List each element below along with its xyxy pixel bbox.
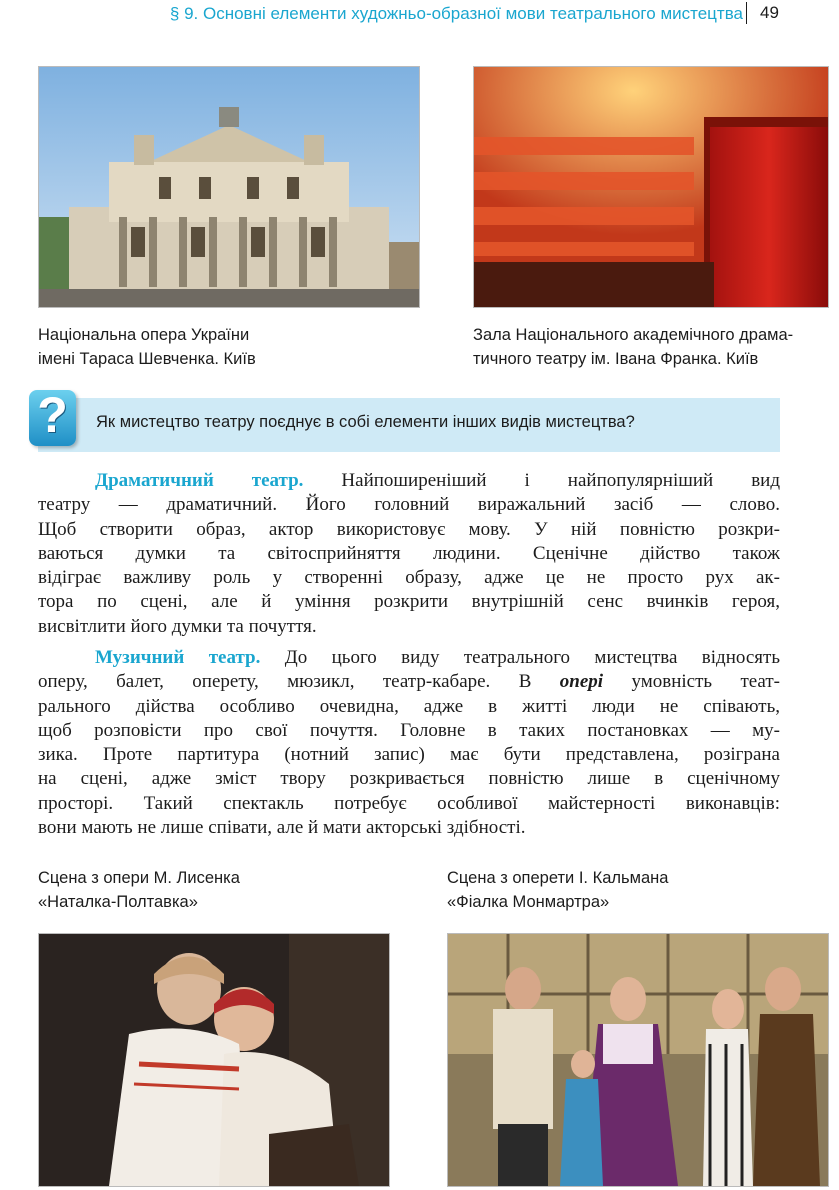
text-line: Музичний театр. До цього виду театрального мистецтва відносять [95, 647, 780, 668]
text-line: вони мають не лише співати, але й мати акторські здібності. [38, 817, 526, 839]
natalka-poltavka-scene-photo [38, 933, 390, 1187]
caption-line: Національна опера України [38, 326, 250, 344]
caption-line: «Фіалка Монмартра» [447, 893, 610, 911]
question-text: Як мистецтво театру поєднує в собі елементи інших видів мистецтва? [96, 413, 635, 431]
caption-line: тичного театру ім. Івана Франка. Київ [473, 350, 759, 368]
fialka-monmartra-caption [447, 866, 668, 914]
text-line: Драматичний театр. Найпоширеніший і найпопулярніший вид [95, 470, 780, 491]
music-theatre-paragraph [38, 646, 780, 840]
chapter-title: § 9. Основні елементи художньо-образної мови театрального мистецтва [169, 4, 743, 23]
opera-house-photo [38, 66, 420, 308]
page-number: 49 [760, 3, 779, 22]
text-line: театру — драматичний. Його головний виражальний засіб — слово. [38, 494, 780, 516]
caption-line: Зала Національного академічного драма- [473, 326, 794, 344]
opera-house-illustration [39, 67, 419, 307]
drama-hall-caption [473, 323, 793, 371]
operetta-scene-illustration [448, 934, 828, 1186]
fialka-monmartra-scene-photo [447, 933, 829, 1187]
caption-line: імені Тараса Шевченка. Київ [38, 350, 256, 368]
text-line: відіграє важливу роль у створенні образу, адже це не просто рух ак- [38, 567, 780, 589]
opera-scene-illustration [39, 934, 389, 1186]
text-line: щоб розповісти про свої почуття. Головне в таких постановках — му- [38, 719, 780, 741]
opera-house-caption [38, 323, 256, 371]
question-mark-icon: ? [29, 390, 76, 446]
drama-theatre-hall-photo [473, 66, 829, 308]
music-theatre-term: Музичний театр. [95, 647, 261, 668]
natalka-poltavka-caption [38, 866, 240, 914]
text-line: тора по сцені, але й уміння розкрити внутрішній сенс вчинків героя, [38, 591, 780, 613]
text-line: ваються думки та світосприйняття людини. Сценічне дійство також [38, 542, 780, 564]
running-header [0, 0, 839, 30]
text-line: Щоб створити образ, актор використовує мову. У ній повністю розкри- [38, 518, 780, 540]
drama-theatre-term: Драматичний театр. [95, 470, 304, 491]
text-line: на сцені, адже зміст твору розкривається повністю лише в сценічному [38, 768, 780, 790]
text-line: оперу, балет, оперету, мюзикл, театр-кабаре. В опері умовність теат- [38, 671, 780, 693]
text-line: зика. Проте партитура (нотний запис) має бути представлена, розіграна [38, 744, 780, 766]
text-line: просторі. Такий спектакль потребує особливої майстерності виконавців: [38, 792, 780, 814]
caption-line: Сцена з оперети І. Кальмана [447, 869, 669, 887]
text-line: рального дійства особливо очевидна, адже в житті люди не співають, [38, 695, 780, 717]
opera-emphasis: опері [559, 671, 604, 693]
header-divider [746, 2, 747, 24]
text-line: висвітлити його думки та почуття. [38, 615, 317, 637]
theatre-hall-illustration [474, 67, 828, 307]
drama-theatre-paragraph [38, 469, 780, 639]
caption-line: Сцена з опери М. Лисенка [38, 869, 240, 887]
caption-line: «Наталка-Полтавка» [38, 893, 198, 911]
